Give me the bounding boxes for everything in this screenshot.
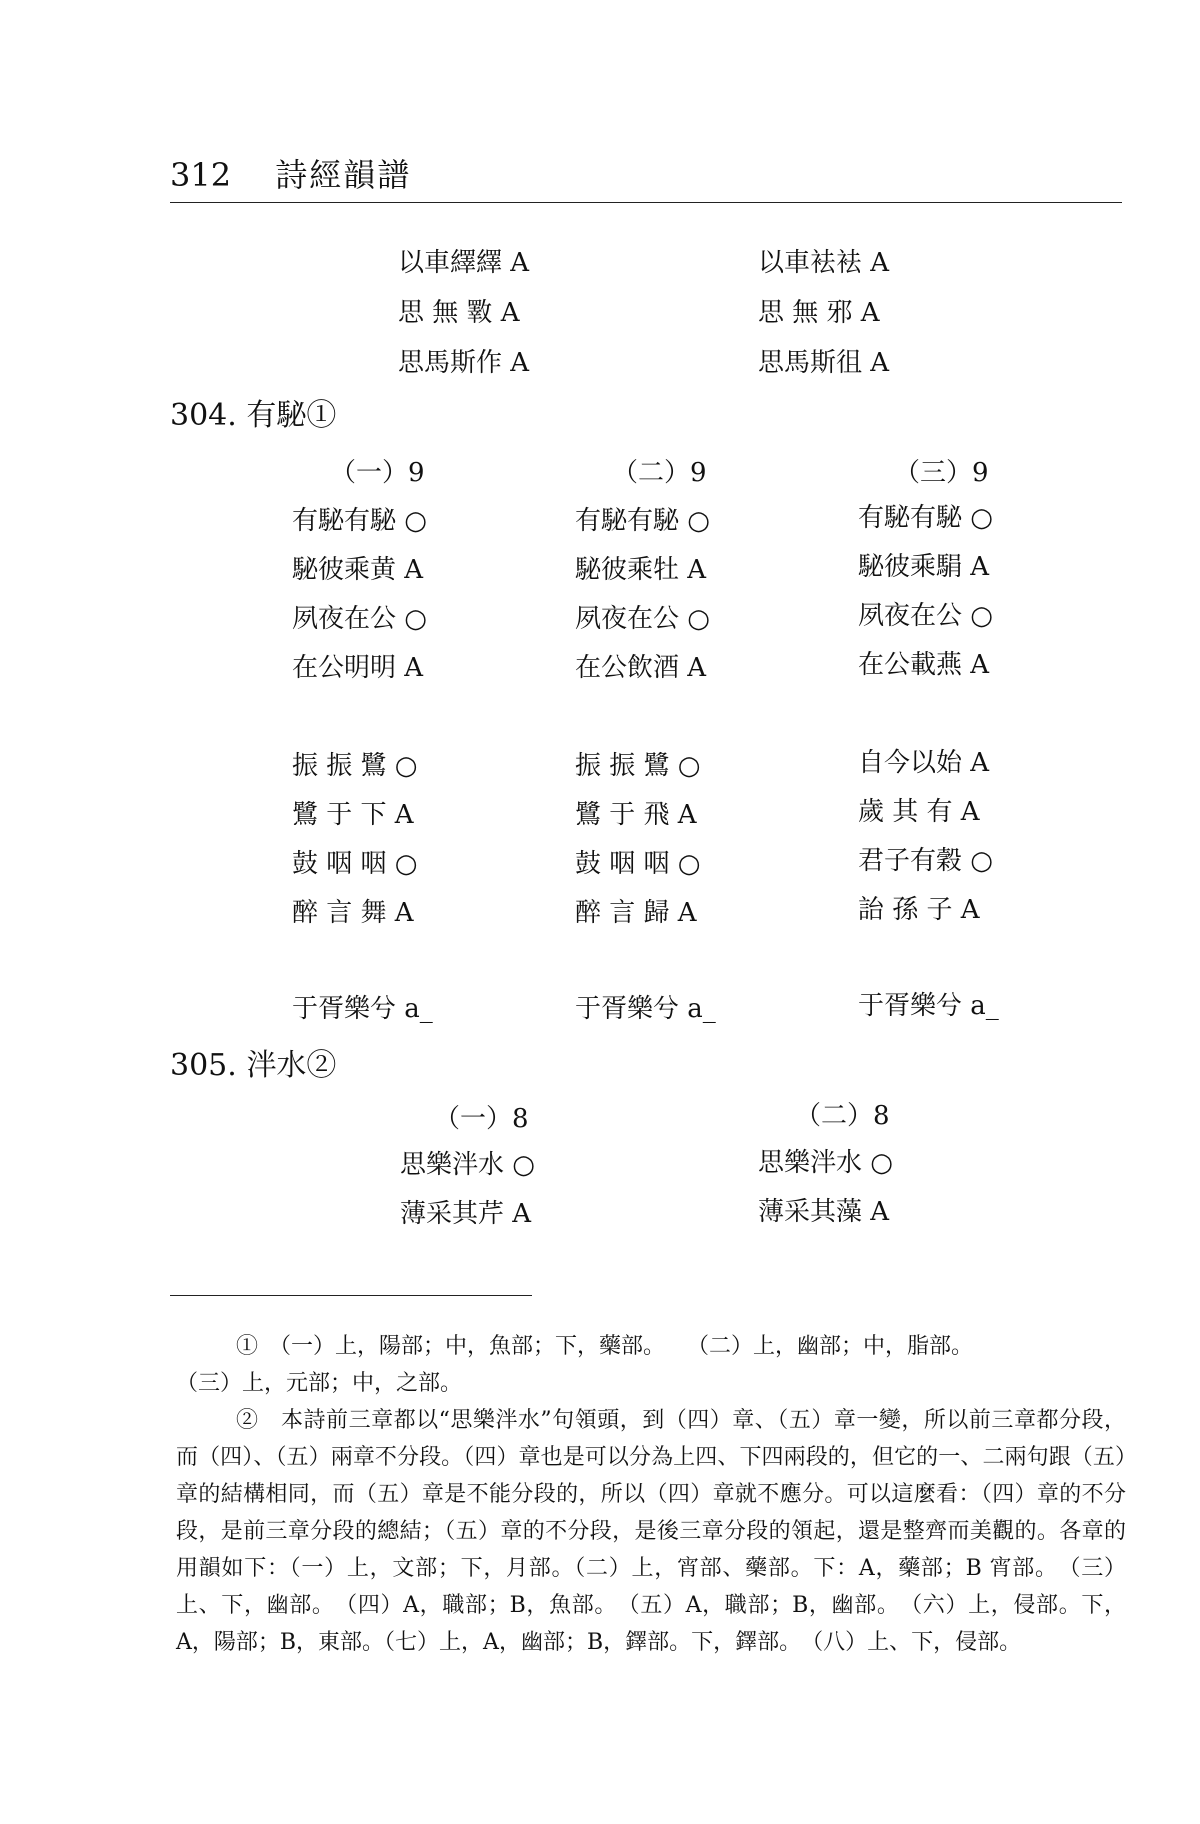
verse-line: 有駜有駜 ○ xyxy=(858,503,993,533)
footnote-1-continued: （三）上，元部；中，之部。 xyxy=(176,1371,463,1396)
verse-line: 鼓 咽 咽 ○ xyxy=(292,849,418,879)
verse-line: 醉 言 歸 A xyxy=(575,898,697,928)
header-rule xyxy=(170,202,1122,203)
verse-line: 有駜有駜 ○ xyxy=(575,506,710,536)
intro-line: 以車繹繹 A xyxy=(398,248,530,278)
chapter-label: （一）9 xyxy=(330,458,425,488)
verse-line: 有駜有駜 ○ xyxy=(292,506,427,536)
refrain-line: 于胥樂兮 a_ xyxy=(858,991,999,1021)
chapter-label: （一）8 xyxy=(434,1104,529,1134)
footnote-2: ② 本詩前三章都以“思樂泮水”句領頭，到（四）章、（五）章一變，所以前三章都分段，而（四）、（五）兩章不分段。（四）章也是可以分為上四、下四兩段的，但它的一、二兩句跟（五）章的結構相同，而（五）章是不能分段的，所以（四）章就不應分。可以這麼看：（四）章的不分段，是前三章分段的總結；（五）章的不分段，是後三章分段的領起，還是整齊而美觀的。各章的用韻如下：（一）上，文部；下，月部。（二）上，宵部、藥部。下：A，藥部；B 宵部。 （三）上、下，幽部。 （四）A，職部；B，魚部。 （五）A，職部；B，幽部。 （六）上，侵部。下，A，陽部；B，東部。（七）上，A，幽部；B，鐸部。下，鐸部。 （八）上、下，侵部。 xyxy=(176,1408,1126,1655)
verse-line: 振 振 鷺 ○ xyxy=(292,751,418,781)
verse-line: 駜彼乘牡 A xyxy=(575,555,707,585)
verse-line: 在公載燕 A xyxy=(858,650,990,680)
book-title: 詩經韻譜 xyxy=(275,156,412,194)
refrain-line: 于胥樂兮 a_ xyxy=(292,994,433,1024)
verse-line: 思樂泮水 ○ xyxy=(400,1150,535,1180)
verse-line: 醉 言 舞 A xyxy=(292,898,414,928)
intro-line: 思馬斯徂 A xyxy=(758,348,890,378)
refrain-line: 于胥樂兮 a_ xyxy=(575,994,716,1024)
verse-line: 夙夜在公 ○ xyxy=(292,604,427,634)
verse-line: 鷺 于 下 A xyxy=(292,800,414,830)
verse-line: 在公明明 A xyxy=(292,653,424,683)
intro-line: 思 無 邪 A xyxy=(758,298,880,328)
verse-line: 在公飲酒 A xyxy=(575,653,707,683)
footnote-rule xyxy=(170,1295,532,1296)
chapter-label: （二）9 xyxy=(612,458,707,488)
verse-line: 君子有穀 ○ xyxy=(858,846,993,876)
verse-line: 振 振 鷺 ○ xyxy=(575,751,701,781)
verse-line: 歲 其 有 A xyxy=(858,797,980,827)
verse-line: 薄采其藻 A xyxy=(758,1197,890,1227)
verse-line: 夙夜在公 ○ xyxy=(575,604,710,634)
chapter-label: （二）8 xyxy=(795,1101,890,1131)
poem-304-heading: 304. 有駜① xyxy=(170,398,337,433)
verse-line: 思樂泮水 ○ xyxy=(758,1148,893,1178)
verse-line: 詒 孫 子 A xyxy=(858,895,980,925)
verse-line: 駜彼乘黄 A xyxy=(292,555,424,585)
poem-305-heading: 305. 泮水② xyxy=(170,1048,337,1083)
footnote-1: ① （一）上，陽部；中，魚部；下，藥部。 （二）上，幽部；中，脂部。 xyxy=(236,1334,974,1359)
intro-line: 思 無 斁 A xyxy=(398,298,520,328)
footnotes xyxy=(176,1328,1126,1661)
verse-line: 夙夜在公 ○ xyxy=(858,601,993,631)
intro-line: 以車袪袪 A xyxy=(758,248,890,278)
chapter-label: （三）9 xyxy=(894,458,989,488)
page-number: 312 xyxy=(170,156,232,194)
verse-line: 駜彼乘駽 A xyxy=(858,552,990,582)
verse-line: 薄采其芹 A xyxy=(400,1199,532,1229)
intro-line: 思馬斯作 A xyxy=(398,348,530,378)
verse-line: 自今以始 A xyxy=(858,748,990,778)
page-header xyxy=(170,150,411,196)
verse-line: 鼓 咽 咽 ○ xyxy=(575,849,701,879)
verse-line: 鷺 于 飛 A xyxy=(575,800,697,830)
